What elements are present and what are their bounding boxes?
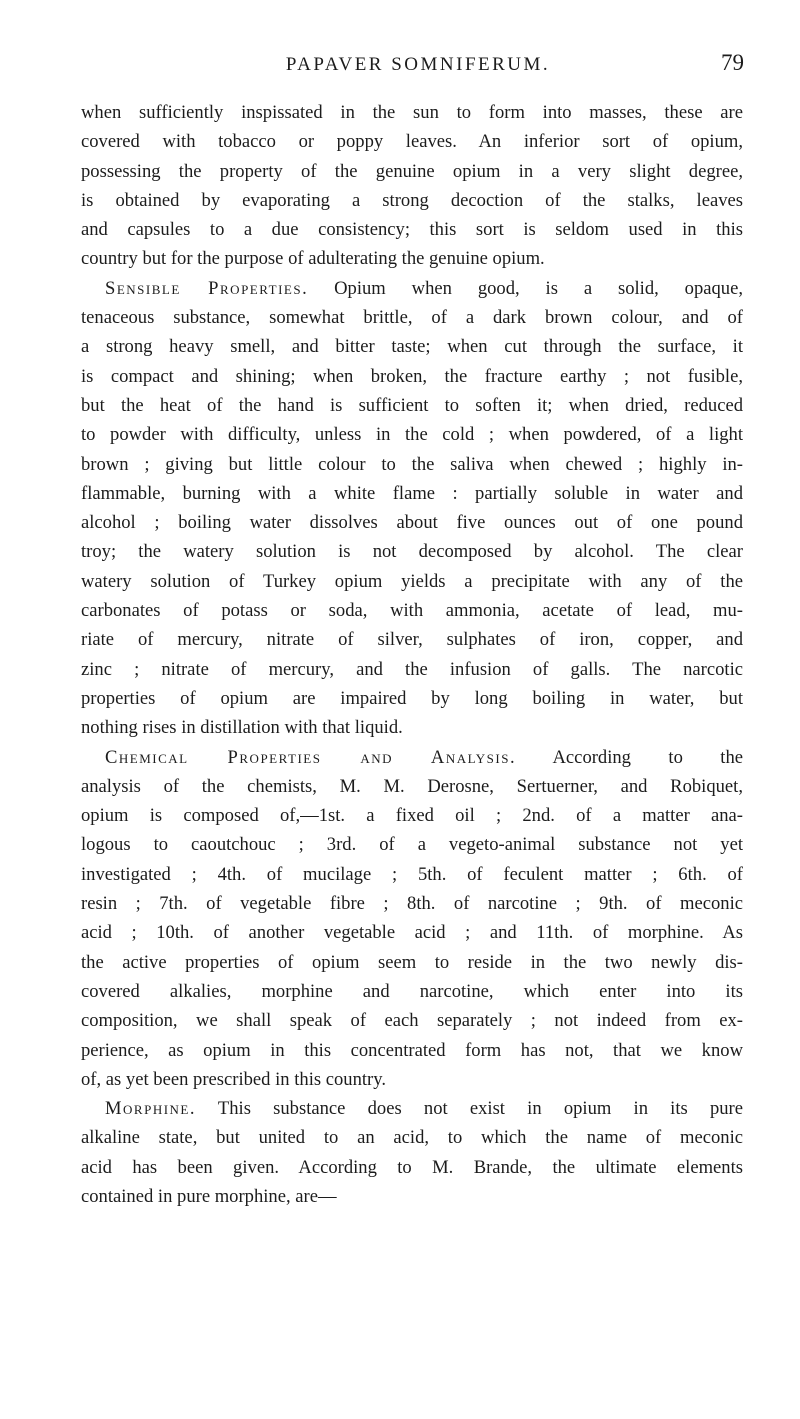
text-line: alcohol ; boiling water dissolves about five ounces out of one pound (81, 512, 743, 534)
text-line: a strong heavy smell, and bitter taste; when cut through the surface, it (81, 336, 743, 358)
text-line: possessing the property of the genuine opium in a very slight degree, (81, 160, 743, 182)
text-line: acid ; 10th. of another vegetable acid ; and 11th. of morphine. As (81, 922, 743, 944)
body-text (81, 98, 743, 1211)
page-number: 79 (721, 50, 744, 75)
text-line: of, as yet been prescribed in this country. (81, 1068, 386, 1090)
text-run: This substance does not exist in opium in its pure (196, 1098, 743, 1120)
text-line: brown ; giving but little colour to the saliva when chewed ; highly in- (81, 453, 743, 475)
text-line: perience, as opium in this concentrated form has not, that we know (81, 1039, 743, 1061)
text-line: riate of mercury, nitrate of silver, sulphates of iron, copper, and (81, 629, 743, 651)
text-line: when sufficiently inspissated in the sun to form into masses, these are (81, 102, 743, 123)
text-line: acid has been given. According to M. Brande, the ultimate elements (81, 1156, 743, 1178)
section-heading-sensible-properties: Sensible Properties. (105, 277, 309, 299)
text-line: tenaceous substance, somewhat brittle, of a dark brown colour, and of (81, 307, 743, 329)
text-line: contained in pure morphine, are— (81, 1185, 337, 1207)
paragraph-first-line (81, 1094, 743, 1123)
text-line: covered with tobacco or poppy leaves. An inferior sort of opium, (81, 131, 743, 153)
text-line: and capsules to a due consistency; this sort is seldom used in this (81, 219, 743, 241)
text-line: resin ; 7th. of vegetable fibre ; 8th. of narcotine ; 9th. of meconic (81, 893, 743, 915)
text-line: to powder with difficulty, unless in the cold ; when powdered, of a light (81, 424, 743, 446)
text-line: investigated ; 4th. of mucilage ; 5th. of feculent matter ; 6th. of (81, 863, 743, 885)
paragraph-first-line (81, 743, 743, 772)
text-line: carbonates of potass or soda, with ammonia, acetate of lead, mu- (81, 600, 743, 622)
text-line: country but for the purpose of adulterating the genuine opium. (81, 248, 545, 270)
section-heading-morphine: Morphine. (105, 1098, 197, 1120)
text-line: is compact and shining; when broken, the fracture earthy ; not fusible, (81, 365, 743, 387)
text-line: logous to caoutchouc ; 3rd. of a vegeto-animal substance not yet (81, 834, 743, 856)
text-run: According to the (516, 746, 744, 768)
section-heading-chemical-properties: Chemical Properties and Analysis. (105, 746, 517, 768)
text-run: Opium when good, is a solid, opaque, (308, 277, 744, 299)
text-line: troy; the watery solution is not decomposed by alcohol. The clear (81, 541, 743, 563)
text-line: opium is composed of,—1st. a fixed oil ; 2nd. of a matter ana- (81, 805, 743, 827)
text-line: alkaline state, but united to an acid, to which the name of meconic (81, 1127, 743, 1149)
text-line: analysis of the chemists, M. M. Derosne, Sertuerner, and Robiquet, (81, 775, 743, 797)
text-line: the active properties of opium seem to reside in the two newly dis- (81, 951, 743, 973)
running-title: PAPAVER SOMNIFERUM. (285, 54, 551, 75)
paragraph-first-line (81, 274, 743, 303)
text-line: watery solution of Turkey opium yields a precipitate with any of the (81, 570, 743, 592)
text-line: properties of opium are impaired by long boiling in water, but (81, 687, 743, 709)
text-line: zinc ; nitrate of mercury, and the infusion of galls. The narcotic (81, 658, 743, 680)
text-line: flammable, burning with a white flame : partially soluble in water and (81, 482, 743, 504)
text-line: composition, we shall speak of each separately ; not indeed from ex- (81, 1010, 743, 1032)
text-line: covered alkalies, morphine and narcotine, which enter into its (81, 980, 743, 1002)
text-line: nothing rises in distillation with that liquid. (81, 717, 403, 739)
text-line: but the heat of the hand is sufficient to soften it; when dried, reduced (81, 394, 743, 416)
text-line: is obtained by evaporating a strong decoction of the stalks, leaves (81, 189, 743, 211)
